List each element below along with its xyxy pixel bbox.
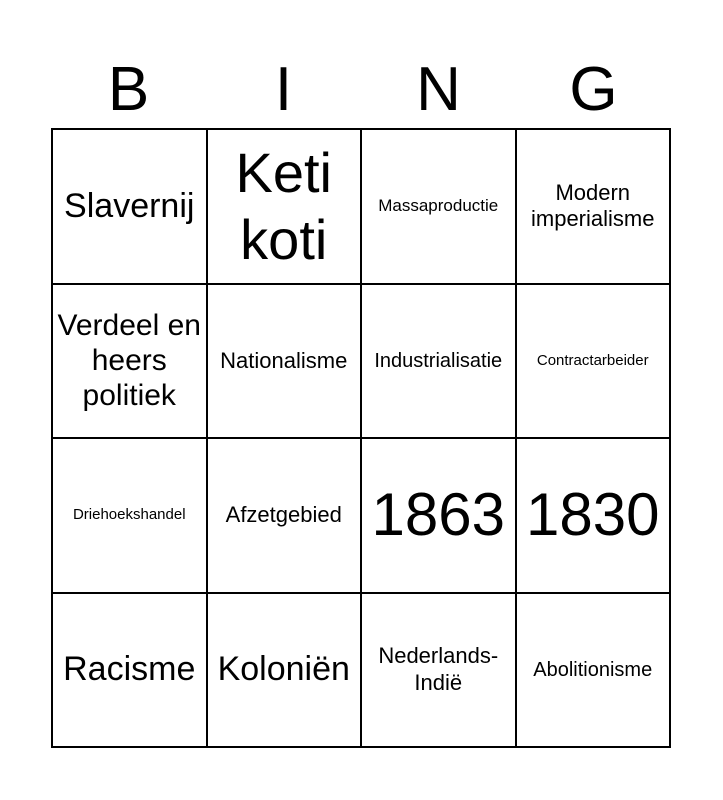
cell-label: Massaproductie <box>378 196 499 216</box>
bingo-board <box>51 128 671 748</box>
cell-label: Abolitionisme <box>533 658 653 681</box>
bingo-cell[interactable] <box>517 130 672 285</box>
bingo-cell[interactable] <box>208 130 363 285</box>
cell-label: Contractarbeider <box>536 351 649 369</box>
bingo-cell[interactable] <box>53 439 208 594</box>
bingo-cell[interactable] <box>362 439 517 594</box>
cell-label: Slavernij <box>64 186 195 225</box>
cell-label: Driehoekshandel <box>72 506 186 524</box>
bingo-cell[interactable] <box>362 285 517 440</box>
header-letter-n: N <box>416 55 461 124</box>
cell-label: Racisme <box>63 650 196 689</box>
cell-label: Verdeel en heers politiek <box>57 308 201 413</box>
bingo-cell[interactable] <box>208 594 363 749</box>
bingo-header <box>51 52 671 128</box>
bingo-cell[interactable] <box>517 594 672 749</box>
cell-label: Koloniën <box>217 650 350 689</box>
cell-label: Industrialisatie <box>374 349 503 372</box>
header-letter-g: G <box>569 55 618 124</box>
cell-label: 1863 <box>371 481 505 549</box>
cell-label: Modern imperialisme <box>531 179 655 232</box>
header-letter-b: B <box>107 55 150 124</box>
cell-label: Afzetgebied <box>225 502 342 528</box>
bingo-cell[interactable] <box>53 130 208 285</box>
bingo-cell[interactable] <box>517 439 672 594</box>
bingo-cell[interactable] <box>362 594 517 749</box>
header-letter-i: I <box>274 55 293 124</box>
cell-label: Nationalisme <box>220 347 348 373</box>
cell-label: Keti koti <box>235 141 332 272</box>
bingo-cell[interactable] <box>517 285 672 440</box>
bingo-cell[interactable] <box>208 285 363 440</box>
bingo-cell[interactable] <box>362 130 517 285</box>
cell-label: Nederlands-Indië <box>378 643 499 695</box>
bingo-cell[interactable] <box>53 594 208 749</box>
bingo-cell[interactable] <box>208 439 363 594</box>
cell-label: 1830 <box>526 481 660 549</box>
bingo-cell[interactable] <box>53 285 208 440</box>
